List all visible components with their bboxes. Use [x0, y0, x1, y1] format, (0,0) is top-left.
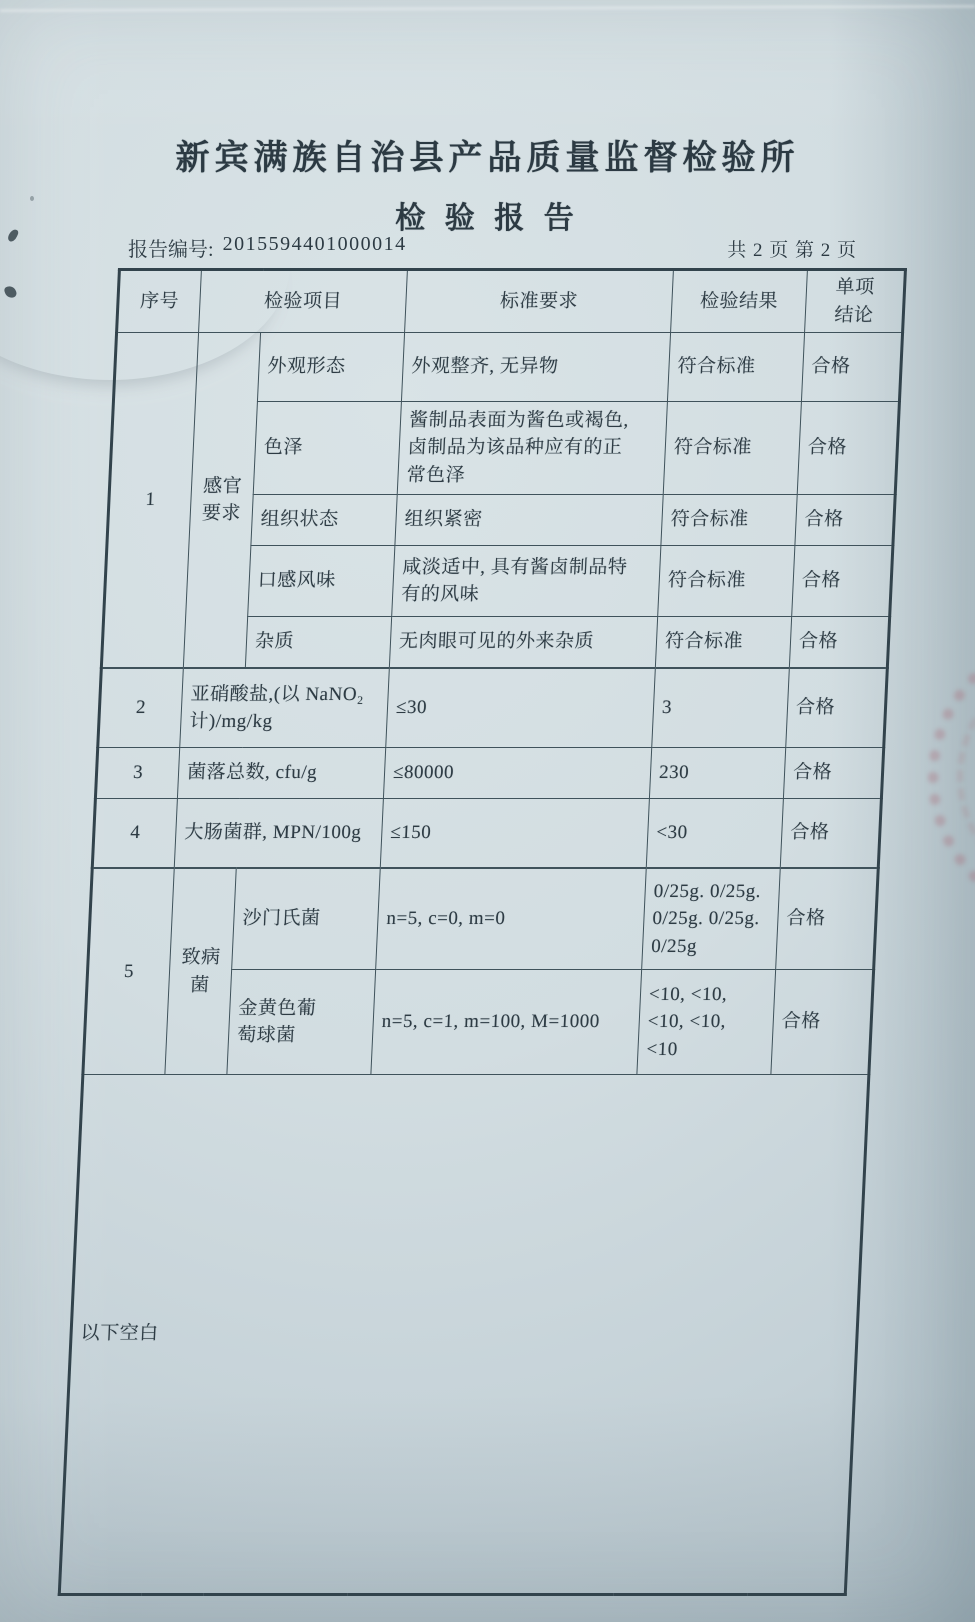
report-meta-row: [128, 233, 857, 262]
cell-result: 符合标准: [661, 495, 797, 546]
cell-item-name: 组织状态: [251, 495, 397, 546]
col-header-item: 检验项目: [199, 270, 408, 333]
table-row: [88, 868, 879, 970]
cell-seq-no: 1: [101, 333, 198, 669]
cell-seq-no: 5: [83, 868, 174, 1075]
cell-conclusion: 合格: [789, 617, 889, 669]
paper-fold-line: [0, 5, 975, 12]
report-title: 检 验 报 告: [395, 202, 580, 235]
cell-result: 0/25g. 0/25g. 0/25g. 0/25g. 0/25g: [642, 868, 781, 970]
cell-standard: ≤30: [386, 668, 656, 748]
cell-standard: n=5, c=0, m=0: [376, 868, 647, 970]
cell-item-name: 亚硝酸盐,(以 NaNO₂ 计)/mg/kg: [180, 668, 390, 748]
results-table-zone: [58, 268, 904, 1596]
cell-item-name: 外观形态: [257, 333, 404, 402]
cell-conclusion: 合格: [783, 748, 883, 799]
table-row: [59, 1075, 869, 1595]
organization-title: 新宾满族自治县产品质量监督检验所: [175, 140, 800, 177]
cell-standard: 组织紧密: [395, 495, 663, 546]
cell-conclusion: 合格: [771, 970, 874, 1075]
cell-conclusion: 合格: [776, 868, 879, 970]
col-header-standard: 标准要求: [405, 270, 674, 333]
cell-item-name: 菌落总数, cfu/g: [177, 748, 385, 799]
cell-standard: 外观整齐, 无异物: [401, 333, 670, 402]
cell-item-name: 金黄色葡 萄球菌: [227, 970, 376, 1075]
cell-standard: ≤150: [380, 799, 649, 869]
cell-result: <10, <10, <10, <10, <10: [637, 970, 776, 1075]
report-number-value: 2015594401000014: [222, 233, 407, 255]
table-header-row: [117, 270, 906, 333]
cell-group-label: 致病菌: [165, 868, 236, 1075]
col-header-conclusion: 单项 结论: [805, 270, 906, 333]
cell-conclusion: 合格: [801, 333, 902, 402]
cell-conclusion: 合格: [795, 495, 895, 546]
cell-standard: ≤80000: [383, 748, 651, 799]
cell-result: 符合标准: [658, 546, 795, 617]
cell-conclusion: 合格: [786, 668, 888, 748]
cell-conclusion: 合格: [792, 546, 893, 617]
cell-item-name: 色泽: [253, 402, 401, 495]
cell-item-name: 口感风味: [248, 546, 395, 617]
table-row: [98, 668, 888, 748]
cell-group-label: 感官 要求: [183, 333, 260, 669]
report-number-label: 报告编号:: [128, 239, 214, 261]
cell-result: 3: [652, 668, 790, 748]
table-row: [95, 748, 883, 799]
cell-conclusion: 合格: [797, 402, 899, 495]
stamp-bleedthrough-mark: [928, 632, 975, 922]
cell-standard: 咸淡适中, 具有酱卤制品特 有的风味: [392, 546, 661, 617]
cell-seq-no: 4: [92, 799, 177, 869]
cell-result: 符合标准: [655, 617, 791, 669]
col-header-no: 序号: [117, 270, 202, 333]
pagination: 共 2 页 第 2 页: [727, 240, 857, 261]
cell-item-name: 沙门氏菌: [232, 868, 381, 970]
report-number-group: [128, 233, 407, 262]
cell-result: 符合标准: [667, 333, 804, 402]
cell-item-name: 大肠菌群, MPN/100g: [174, 799, 383, 869]
cell-conclusion: 合格: [780, 799, 881, 869]
cell-seq-no: 2: [98, 668, 184, 748]
table-row: [113, 333, 902, 402]
cell-standard: n=5, c=1, m=100, M=1000: [371, 970, 642, 1075]
cell-seq-no: 3: [95, 748, 179, 799]
cell-standard: 无肉眼可见的外来杂质: [389, 617, 657, 669]
cell-result: <30: [646, 799, 783, 869]
cell-below-blank: 以下空白: [59, 1075, 869, 1595]
cell-standard: 酱制品表面为酱色或褐色, 卤制品为该品种应有的正 常色泽: [397, 402, 667, 495]
table-row: [92, 799, 881, 869]
inspection-results-table: [58, 268, 907, 1596]
col-header-result: 检验结果: [671, 270, 808, 333]
cell-item-name: 杂质: [245, 617, 391, 669]
cell-result: 230: [649, 748, 785, 799]
cell-result: 符合标准: [663, 402, 801, 495]
